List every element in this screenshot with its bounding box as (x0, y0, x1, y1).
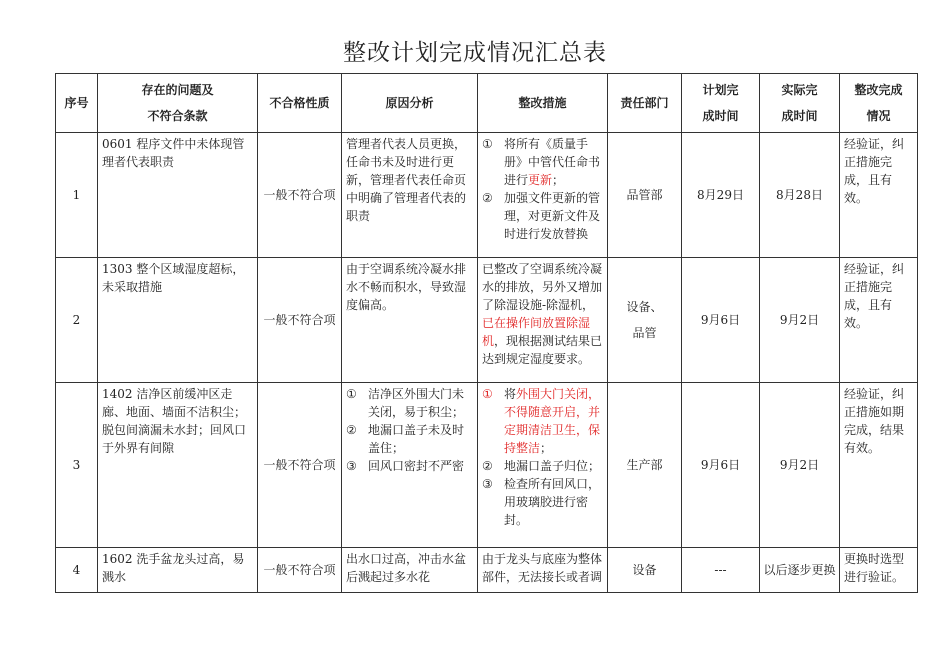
measure-text: 地漏口盖子归位； (504, 459, 601, 473)
row-measures (478, 383, 608, 548)
row-actual-time: 8月28日 (760, 133, 840, 258)
header-cause: 原因分析 (342, 74, 478, 133)
table-row (56, 258, 918, 383)
header-plan-line1: 计划完 (702, 83, 739, 97)
header-dept: 责任部门 (608, 74, 682, 133)
measure-highlight: 外围大门关闭，不得随意开启，并定期清洁卫生，保持整洁 (504, 387, 601, 455)
cause-text: 洁净区外围大门未关闭，易于积尘； (368, 387, 465, 419)
header-issue-line2: 不符合条款 (147, 109, 208, 123)
table-row (56, 133, 918, 258)
row-seq: 1 (56, 133, 98, 258)
row-issue: 1402 洁净区前缓冲区走廊、地面、墙面不洁积尘；脱包间滴漏未水封；回风口于外界有间隙 (98, 383, 258, 548)
list-number: ① (346, 387, 357, 401)
page-title: 整改计划完成情况汇总表 (343, 40, 607, 66)
row-seq: 4 (56, 548, 98, 593)
list-number: ③ (346, 459, 357, 473)
list-number: ② (482, 191, 493, 205)
list-number: ② (482, 459, 493, 473)
header-status-line1: 整改完成 (854, 83, 903, 97)
row-status: 经验证，纠正措施如期完成，结果有效。 (840, 383, 918, 548)
row-nature: 一般不符合项 (258, 383, 342, 548)
measure-text: ； (540, 441, 553, 455)
header-nature: 不合格性质 (258, 74, 342, 133)
row-status: 更换时选型进行验证。 (840, 548, 918, 593)
header-status-line2: 情况 (866, 109, 891, 123)
summary-table (55, 73, 918, 593)
row-actual-time: 以后逐步更换 (760, 548, 840, 593)
header-row (56, 74, 918, 133)
header-actual-line1: 实际完 (781, 83, 818, 97)
measure-text: 检查所有回风口，用玻璃胶进行密封。 (504, 477, 601, 527)
row-seq: 2 (56, 258, 98, 383)
measure-text: 加强文件更新的管理，对更新文件及时进行发放替换 (504, 191, 601, 241)
measure-highlight: 更新 (528, 173, 553, 187)
row-cause: 管理者代表人员更换，任命书未及时进行更新，管理者代表任命页中明确了管理者代表的职责 (342, 133, 478, 258)
row-actual-time: 9月2日 (760, 258, 840, 383)
row-issue: 1303 整个区域湿度超标，未采取措施 (98, 258, 258, 383)
measure-text: 已整改了空调系统冷凝水的排放，另外又增加了除湿设施-除湿机， (482, 262, 603, 312)
row-nature: 一般不符合项 (258, 548, 342, 593)
row-cause: 出水口过高，冲击水盆后溅起过多水花 (342, 548, 478, 593)
list-number: ② (346, 423, 357, 437)
measure-text: 将 (504, 387, 517, 401)
row-measures: 由于龙头与底座为整体部件，无法接长或者调 (478, 548, 608, 593)
row-issue: 1602 洗手盆龙头过高，易溅水 (98, 548, 258, 593)
header-status (840, 74, 918, 133)
row-dept: 设备 (608, 548, 682, 593)
row-measures (478, 258, 608, 383)
header-issue-line1: 存在的问题及 (141, 83, 214, 97)
list-number: ① (482, 137, 493, 151)
header-issue (98, 74, 258, 133)
measure-text: ，现根据测试结果已达到规定湿度要求。 (482, 334, 603, 366)
row-dept: 生产部 (608, 383, 682, 548)
cause-text: 地漏口盖子未及时盖住； (368, 423, 465, 455)
row-actual-time: 9月2日 (760, 383, 840, 548)
row-issue: 0601 程序文件中未体现管理者代表职责 (98, 133, 258, 258)
row-seq: 3 (56, 383, 98, 548)
row-dept: 品管部 (608, 133, 682, 258)
header-seq: 序号 (56, 74, 98, 133)
table-row (56, 548, 918, 593)
row-plan-time: --- (682, 548, 760, 593)
row-plan-time: 9月6日 (682, 383, 760, 548)
header-plan-time (682, 74, 760, 133)
dept-line: 品管 (632, 326, 657, 340)
row-status: 经验证，纠正措施完成，且有效。 (840, 133, 918, 258)
dept-line: 设备、 (626, 300, 663, 314)
header-actual-line2: 成时间 (781, 109, 818, 123)
row-nature: 一般不符合项 (258, 133, 342, 258)
row-cause (342, 383, 478, 548)
row-status: 经验证，纠正措施完成，且有效。 (840, 258, 918, 383)
measure-text: 将所有《质量手册》中管代任命书进行 (504, 137, 601, 187)
row-plan-time: 8月29日 (682, 133, 760, 258)
row-dept (608, 258, 682, 383)
header-measures: 整改措施 (478, 74, 608, 133)
measure-highlight: 已在操作间放置除湿机 (482, 316, 591, 348)
row-measures (478, 133, 608, 258)
table-row (56, 383, 918, 548)
cause-text: 回风口密封不严密 (368, 459, 465, 473)
list-number: ① (482, 387, 493, 401)
row-cause: 由于空调系统冷凝水排水不畅而积水，导致湿度偏高。 (342, 258, 478, 383)
row-plan-time: 9月6日 (682, 258, 760, 383)
measure-text: ； (552, 173, 565, 187)
row-nature: 一般不符合项 (258, 258, 342, 383)
list-number: ③ (482, 477, 493, 491)
header-plan-line2: 成时间 (702, 109, 739, 123)
header-actual-time (760, 74, 840, 133)
